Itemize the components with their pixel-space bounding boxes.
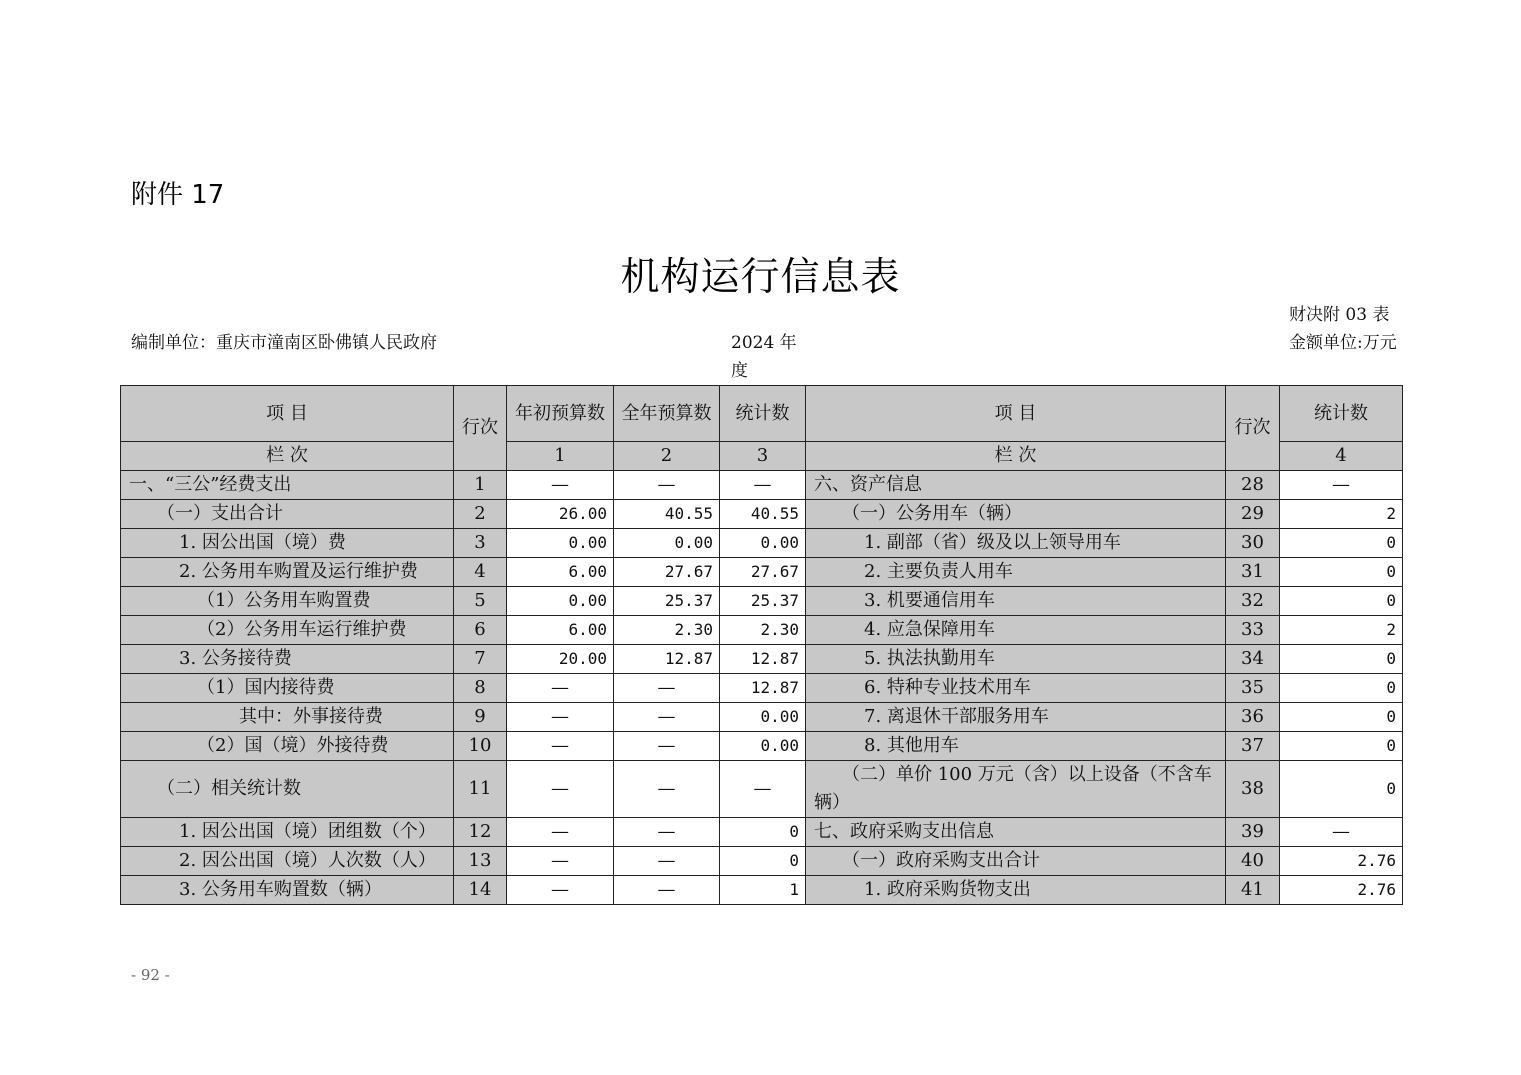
value-col1: 26.00 (507, 500, 614, 529)
value-col3: 0.00 (720, 703, 806, 732)
table-row (121, 587, 1403, 616)
value-col2: — (614, 876, 720, 905)
row-label-right: 1. 副部（省）级及以上领导用车 (806, 529, 1226, 558)
row-number-right: 35 (1226, 674, 1280, 703)
value-col4: 0 (1280, 587, 1403, 616)
table-row (121, 529, 1403, 558)
table-row (121, 645, 1403, 674)
row-label-right: 七、政府采购支出信息 (806, 818, 1226, 847)
subheader-c1: 1 (507, 442, 614, 471)
row-number-right: 33 (1226, 616, 1280, 645)
value-col1: — (507, 847, 614, 876)
amount-unit: 金额单位:万元 (1289, 333, 1397, 353)
report-year: 2024 年度 (731, 333, 797, 381)
row-label: 其中：外事接待费 (121, 703, 454, 732)
value-col4: 0 (1280, 558, 1403, 587)
value-col2: — (614, 761, 720, 818)
value-col4: 2.76 (1280, 847, 1403, 876)
form-code: 财决附 03 表 (1289, 305, 1390, 325)
value-col1: — (507, 876, 614, 905)
value-col1: — (507, 674, 614, 703)
value-col1: — (507, 703, 614, 732)
row-number: 7 (454, 645, 507, 674)
header-col3: 统计数 (720, 386, 806, 442)
value-col3: 12.87 (720, 645, 806, 674)
table-row (121, 558, 1403, 587)
value-col3: — (720, 471, 806, 500)
header-item-right: 项 目 (806, 386, 1226, 442)
page-title: 机构运行信息表 (620, 255, 901, 300)
value-col3: 25.37 (720, 587, 806, 616)
table-row (121, 847, 1403, 876)
form-meta (1289, 301, 1399, 357)
row-label: （1）国内接待费 (121, 674, 454, 703)
value-col2: 12.87 (614, 645, 720, 674)
value-col4: 0 (1280, 674, 1403, 703)
value-col2: 40.55 (614, 500, 720, 529)
subheader-c3: 3 (720, 442, 806, 471)
header-row-no-right: 行次 (1226, 386, 1280, 471)
row-label: （2）国（境）外接待费 (121, 732, 454, 761)
value-col1: 0.00 (507, 529, 614, 558)
value-col2: — (614, 674, 720, 703)
value-col3: 12.87 (720, 674, 806, 703)
value-col2: 2.30 (614, 616, 720, 645)
row-number-right: 31 (1226, 558, 1280, 587)
row-number: 10 (454, 732, 507, 761)
value-col3: 0.00 (720, 529, 806, 558)
header-col4: 统计数 (1280, 386, 1403, 442)
row-number: 3 (454, 529, 507, 558)
value-col3: 0 (720, 847, 806, 876)
row-number-right: 38 (1226, 761, 1280, 818)
row-label-right: （一）公务用车（辆） (806, 500, 1226, 529)
table-row (121, 674, 1403, 703)
value-col3: 40.55 (720, 500, 806, 529)
value-col2: — (614, 847, 720, 876)
page-number: - 92 - (131, 966, 170, 984)
value-col1: 6.00 (507, 616, 614, 645)
header-row-no: 行次 (454, 386, 507, 471)
row-number-right: 40 (1226, 847, 1280, 876)
value-col4: — (1280, 818, 1403, 847)
value-col1: 0.00 (507, 587, 614, 616)
attachment-label: 附件 17 (131, 180, 225, 210)
subheader-c2: 2 (614, 442, 720, 471)
row-label-right: 2. 主要负责人用车 (806, 558, 1226, 587)
row-label-right: （一）政府采购支出合计 (806, 847, 1226, 876)
table-row (121, 818, 1403, 847)
value-col4: 2 (1280, 616, 1403, 645)
row-label: （2）公务用车运行维护费 (121, 616, 454, 645)
value-col4: 0 (1280, 732, 1403, 761)
info-table (120, 385, 1403, 905)
value-col4: — (1280, 471, 1403, 500)
table-row (121, 732, 1403, 761)
row-number: 8 (454, 674, 507, 703)
value-col2: 27.67 (614, 558, 720, 587)
row-label: 3. 公务用车购置数（辆） (121, 876, 454, 905)
table-row (121, 616, 1403, 645)
row-number-right: 29 (1226, 500, 1280, 529)
subheader-lanci: 栏 次 (121, 442, 454, 471)
row-label-right: （二）单价 100 万元（含）以上设备（不含车辆） (806, 761, 1226, 818)
row-label-right: 4. 应急保障用车 (806, 616, 1226, 645)
row-label: 3. 公务接待费 (121, 645, 454, 674)
row-label: （二）相关统计数 (121, 761, 454, 818)
row-number-right: 34 (1226, 645, 1280, 674)
row-number-right: 32 (1226, 587, 1280, 616)
value-col1: — (507, 761, 614, 818)
row-number: 2 (454, 500, 507, 529)
subheader-lanci-right: 栏 次 (806, 442, 1226, 471)
row-number-right: 41 (1226, 876, 1280, 905)
row-label: 一、“三公”经费支出 (121, 471, 454, 500)
table-row (121, 471, 1403, 500)
row-number: 6 (454, 616, 507, 645)
row-label-right: 7. 离退休干部服务用车 (806, 703, 1226, 732)
value-col2: — (614, 471, 720, 500)
value-col4: 2.76 (1280, 876, 1403, 905)
header-item: 项 目 (121, 386, 454, 442)
row-number: 4 (454, 558, 507, 587)
value-col4: 2 (1280, 500, 1403, 529)
row-number: 9 (454, 703, 507, 732)
value-col3: 27.67 (720, 558, 806, 587)
row-label: 1. 因公出国（境）团组数（个） (121, 818, 454, 847)
table-row (121, 761, 1403, 818)
value-col1: — (507, 732, 614, 761)
row-number: 5 (454, 587, 507, 616)
row-label-right: 1. 政府采购货物支出 (806, 876, 1226, 905)
table-row (121, 703, 1403, 732)
value-col4: 0 (1280, 645, 1403, 674)
value-col2: — (614, 732, 720, 761)
value-col1: 20.00 (507, 645, 614, 674)
value-col1: — (507, 471, 614, 500)
value-col1: — (507, 818, 614, 847)
value-col2: — (614, 818, 720, 847)
value-col3: 2.30 (720, 616, 806, 645)
value-col3: — (720, 761, 806, 818)
value-col2: 0.00 (614, 529, 720, 558)
table-row (121, 500, 1403, 529)
value-col4: 0 (1280, 529, 1403, 558)
row-label: （一）支出合计 (121, 500, 454, 529)
row-label-right: 3. 机要通信用车 (806, 587, 1226, 616)
row-number-right: 36 (1226, 703, 1280, 732)
row-label: （1）公务用车购置费 (121, 587, 454, 616)
value-col3: 0.00 (720, 732, 806, 761)
row-label-right: 六、资产信息 (806, 471, 1226, 500)
row-label-right: 6. 特种专业技术用车 (806, 674, 1226, 703)
value-col3: 1 (720, 876, 806, 905)
row-number-right: 39 (1226, 818, 1280, 847)
row-number-right: 37 (1226, 732, 1280, 761)
row-number-right: 30 (1226, 529, 1280, 558)
row-number: 12 (454, 818, 507, 847)
row-label-right: 5. 执法执勤用车 (806, 645, 1226, 674)
row-label: 2. 公务用车购置及运行维护费 (121, 558, 454, 587)
compiling-unit: 编制单位：重庆市潼南区卧佛镇人民政府 (131, 333, 437, 353)
value-col3: 0 (720, 818, 806, 847)
row-number: 14 (454, 876, 507, 905)
row-label-right: 8. 其他用车 (806, 732, 1226, 761)
row-number: 11 (454, 761, 507, 818)
row-number: 13 (454, 847, 507, 876)
row-label: 1. 因公出国（境）费 (121, 529, 454, 558)
value-col4: 0 (1280, 703, 1403, 732)
value-col1: 6.00 (507, 558, 614, 587)
subheader-c4: 4 (1280, 442, 1403, 471)
value-col4: 0 (1280, 761, 1403, 818)
row-number-right: 28 (1226, 471, 1280, 500)
value-col2: — (614, 703, 720, 732)
header-col1: 年初预算数 (507, 386, 614, 442)
row-label: 2. 因公出国（境）人次数（人） (121, 847, 454, 876)
table-row (121, 876, 1403, 905)
header-col2: 全年预算数 (614, 386, 720, 442)
row-number: 1 (454, 471, 507, 500)
value-col2: 25.37 (614, 587, 720, 616)
